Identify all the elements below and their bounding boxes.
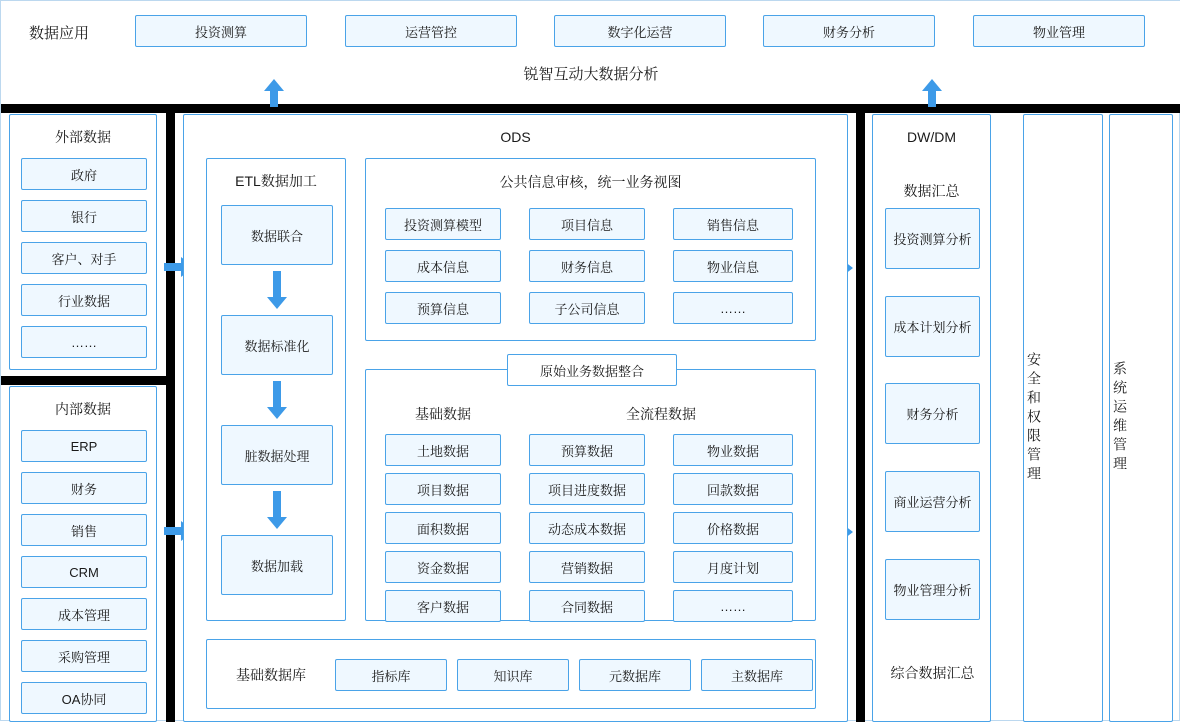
basic-data-label: 基础数据 [415,406,471,422]
etl-step-3[interactable] [221,535,333,595]
public-item-label: 销售信息 [706,217,759,233]
dw-item-1[interactable] [885,296,980,357]
arrow-up-ods-to-apps [264,79,284,107]
dw-footer: 综合数据汇总 [890,665,975,681]
external-item-label: 银行 [70,209,97,225]
base-db-item-label: 元数据库 [608,668,661,684]
public-item-label: …… [720,300,746,316]
app-button-3[interactable] [763,15,935,47]
etl-step-2[interactable] [221,425,333,485]
base-db-item-2[interactable] [579,659,691,691]
etl-panel [206,158,346,621]
flow-item-label: 回款数据 [706,482,759,498]
etl-step-label: 数据标准化 [244,338,310,354]
flow-item-label: 合同数据 [560,599,613,615]
external-item-1[interactable] [21,200,147,232]
public-item-5[interactable] [673,250,793,282]
flow-col1-item-0[interactable] [529,434,645,466]
flow-col1-item-2[interactable] [529,512,645,544]
ops-panel [1109,114,1173,722]
flow-item-label: 月度计划 [706,560,759,576]
flow-col1-item-4[interactable] [529,590,645,622]
flow-item-label: 预算数据 [560,443,613,459]
basic-item-label: 土地数据 [416,443,469,459]
internal-item-label: 财务 [70,481,97,497]
etl-step-label: 脏数据处理 [244,448,310,464]
basic-item-1[interactable] [385,473,501,505]
flow-item-label: …… [720,598,746,614]
divider-vertical-left [166,104,175,722]
public-item-6[interactable] [385,292,501,324]
app-button-1[interactable] [345,15,517,47]
public-item-8[interactable] [673,292,793,324]
basic-item-4[interactable] [385,590,501,622]
public-item-label: 预算信息 [416,301,469,317]
flow-col2-item-3[interactable] [673,551,793,583]
data-application-label: 数据应用 [29,24,90,42]
app-button-0[interactable] [135,15,307,47]
divider-vertical-right [856,104,865,722]
dw-item-2[interactable] [885,383,980,444]
flow-item-label: 项目进度数据 [547,482,626,498]
platform-title: 锐智互动大数据分析 [523,66,659,83]
external-item-label: 行业数据 [57,293,110,309]
internal-item-2[interactable] [21,514,147,546]
external-item-label: 政府 [70,167,97,183]
app-button-label: 投资测算 [194,24,247,40]
flow-item-label: 物业数据 [706,443,759,459]
flow-item-label: 价格数据 [706,521,759,537]
dw-item-3[interactable] [885,471,980,532]
raw-data-title-label: 原始业务数据整合 [539,363,644,379]
public-item-4[interactable] [529,250,645,282]
basic-item-label: 资金数据 [416,560,469,576]
internal-data-panel [9,386,157,722]
dw-item-label: 商业运营分析 [893,495,972,510]
raw-data-title [507,354,677,386]
etl-step-label: 数据联合 [250,228,303,244]
app-button-4[interactable] [973,15,1145,47]
basic-item-3[interactable] [385,551,501,583]
flow-col1-item-1[interactable] [529,473,645,505]
security-label: 安全和权限管理 [1026,351,1042,485]
external-item-3[interactable] [21,284,147,316]
basic-item-2[interactable] [385,512,501,544]
flow-data-label: 全流程数据 [626,406,696,422]
flow-col2-item-0[interactable] [673,434,793,466]
external-data-panel [9,114,157,370]
dw-item-label: 物业管理分析 [893,583,972,598]
dw-item-label: 财务分析 [906,407,959,422]
etl-step-1[interactable] [221,315,333,375]
etl-step-label: 数据加载 [250,558,303,574]
arrow-etl-1-2 [267,381,287,419]
internal-item-label: 销售 [70,523,97,539]
flow-col1-item-3[interactable] [529,551,645,583]
external-item-2[interactable] [21,242,147,274]
internal-item-0[interactable] [21,430,147,462]
base-db-label: 基础数据库 [236,667,306,683]
app-button-label: 数字化运营 [607,24,673,40]
dw-summary-title: 数据汇总 [903,183,960,199]
internal-item-6[interactable] [21,682,147,714]
basic-item-label: 客户数据 [416,599,469,615]
public-item-3[interactable] [385,250,501,282]
base-db-panel [206,639,816,709]
flow-col2-item-2[interactable] [673,512,793,544]
arrow-etl-2-3 [267,491,287,529]
base-db-item-3[interactable] [701,659,813,691]
flow-col2-item-1[interactable] [673,473,793,505]
internal-item-5[interactable] [21,640,147,672]
base-db-item-0[interactable] [335,659,447,691]
security-panel [1023,114,1103,722]
public-item-2[interactable] [673,208,793,240]
flow-item-label: 动态成本数据 [547,521,626,537]
dw-item-4[interactable] [885,559,980,620]
public-item-label: 项目信息 [560,217,613,233]
public-item-7[interactable] [529,292,645,324]
ops-label: 系统运维管理 [1112,361,1128,475]
app-button-label: 物业管理 [1032,24,1085,40]
internal-item-4[interactable] [21,598,147,630]
arrow-etl-0-1 [267,271,287,309]
internal-item-label: CRM [69,564,99,580]
basic-item-0[interactable] [385,434,501,466]
internal-item-3[interactable] [21,556,147,588]
app-button-2[interactable] [554,15,726,47]
public-item-0[interactable] [385,208,501,240]
public-item-label: 财务信息 [560,259,613,275]
etl-step-0[interactable] [221,205,333,265]
dw-panel [872,114,991,722]
divider-horizontal-left [1,376,166,385]
base-db-item-label: 知识库 [493,668,533,684]
app-button-label: 财务分析 [822,24,875,40]
flow-item-label: 营销数据 [560,560,613,576]
public-item-1[interactable] [529,208,645,240]
divider-horizontal-top [1,104,1180,113]
top-band [1,1,1180,104]
external-item-label: 客户、对手 [51,251,117,267]
dw-item-0[interactable] [885,208,980,269]
flow-col2-item-4[interactable] [673,590,793,622]
internal-data-title: 内部数据 [55,401,111,417]
external-item-0[interactable] [21,158,147,190]
ods-title: ODS [500,129,531,145]
etl-title: ETL数据加工 [235,173,317,189]
dw-title: DW/DM [907,129,956,145]
public-item-label: 物业信息 [706,259,759,275]
public-item-label: 成本信息 [416,259,469,275]
internal-item-label: 采购管理 [57,649,110,665]
internal-item-label: ERP [70,438,98,454]
external-data-title: 外部数据 [55,129,111,145]
public-item-label: 子公司信息 [554,301,620,317]
ods-panel [183,114,848,722]
base-db-item-label: 主数据库 [730,668,783,684]
basic-item-label: 项目数据 [416,482,469,498]
internal-item-label: 成本管理 [57,607,110,623]
arrow-up-dw-to-apps [922,79,942,107]
raw-data-panel [365,363,816,621]
public-item-label: 投资测算模型 [403,217,482,233]
public-info-title: 公共信息审核，统一业务视图 [499,174,682,190]
dw-item-label: 投资测算分析 [893,232,972,247]
external-item-label: …… [71,334,97,350]
internal-item-1[interactable] [21,472,147,504]
base-db-item-label: 指标库 [371,668,411,684]
app-button-label: 运营管控 [404,24,457,40]
dw-item-label: 成本计划分析 [893,320,972,335]
internal-item-label: OA协同 [61,691,107,707]
base-db-item-1[interactable] [457,659,569,691]
external-item-4[interactable] [21,326,147,358]
public-info-panel [365,158,816,341]
basic-item-label: 面积数据 [416,521,469,537]
